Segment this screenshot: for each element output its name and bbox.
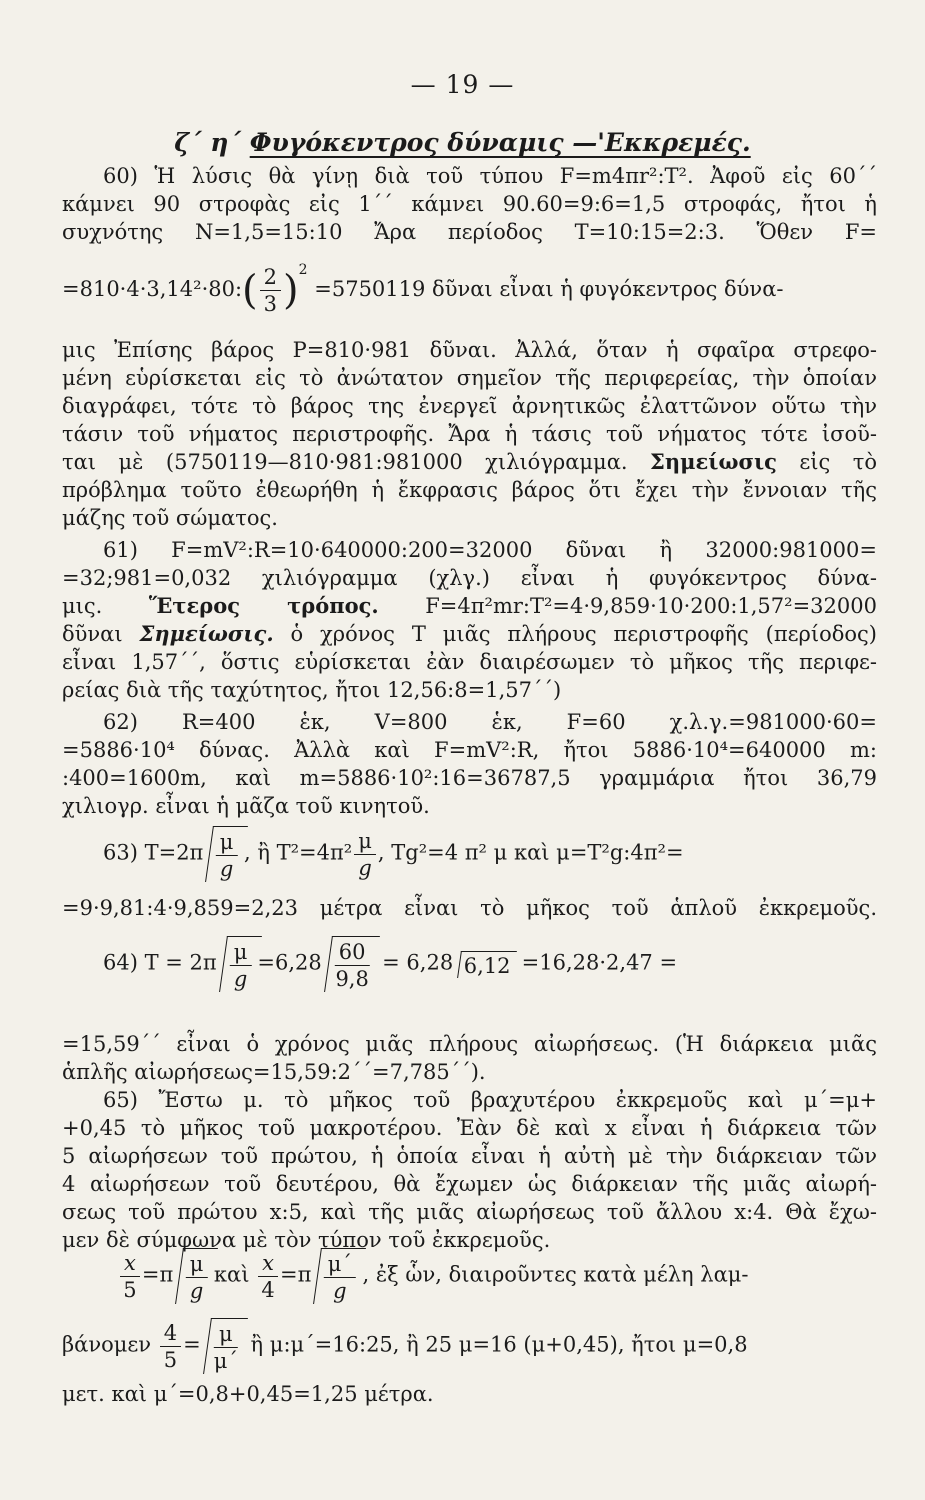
formula-text: 64) T = 2π (103, 950, 217, 975)
formula-line (62, 1318, 877, 1374)
radical (457, 951, 517, 978)
text-line: ἁπλῆς αἰωρήσεως=15,59:2΄΄=7,785΄΄). (62, 1060, 486, 1084)
text-line: 60) Ἡ λύσις θὰ γίνῃ διὰ τοῦ τύπου F=m4πr²:T². Ἀφοῦ εἰς 60΄΄ (103, 164, 877, 188)
formula-text: καὶ (213, 1262, 250, 1287)
denominator: g (233, 967, 248, 991)
page-number: — 19 — (410, 70, 515, 99)
section-title (0, 128, 925, 157)
formula-text: βάνομεν (62, 1332, 152, 1357)
numerator: μ (213, 1321, 237, 1348)
text-span: μις. (62, 594, 103, 618)
numerator: 4 (160, 1320, 181, 1347)
formula-line (103, 826, 877, 882)
text-line: εἶναι 1,57΄΄, ὅστις εὑρίσκεται ἐὰν διαιρέσωμεν τὸ μῆκος τῆς περιφε- (62, 650, 877, 674)
radical (324, 936, 380, 992)
denominator: 3 (263, 292, 278, 316)
text-line: =32;981=0,032 χιλιόγραμμα (χλγ.) εἶναι ἡ φυγόκεντρος δύνα- (62, 566, 877, 590)
text-span: ται μὲ (5750119—810·981:981000 χιλιόγραμμα. (62, 450, 628, 474)
radical (175, 1248, 218, 1304)
section-prefix: ζ΄ η΄ (174, 128, 241, 157)
text-line: ρείας διὰ τῆς ταχύτητος, ἤτοι 12,56:8=1,57΄΄) (62, 678, 562, 702)
text-line: 61) F=mV²:R=10·640000:200=32000 δῦναι ἢ 32000:981000= (103, 538, 877, 562)
fraction (216, 829, 238, 882)
text-line: :400=1600m, καὶ m=5886·10²:16=36787,5 γραμμάρια ἤτοι 36,79 (62, 766, 877, 790)
section-heading: Φυγόκεντρος δύναμις —'Εκκρεμές. (249, 128, 751, 157)
formula-text: , ἢ T²=4π² (244, 840, 353, 865)
note-heading: Σημείωσις. (139, 621, 274, 646)
fraction (186, 1251, 208, 1304)
denominator: 4 (261, 1277, 275, 1302)
formula-text: , Tg²=4 π² μ καὶ μ=T²g:4π²= (377, 840, 684, 865)
numerator: μ΄ (324, 1251, 356, 1278)
denominator: g (190, 1279, 204, 1303)
numerator: x (120, 1250, 140, 1277)
text-line: 4 αἰωρήσεων τοῦ δευτέρου, θὰ ἔχωμεν ὡς διάρκειαν τῆς μιᾶς αἰωρή- (62, 1172, 877, 1196)
formula-text: ἢ μ:μ΄=16:25, ἢ 25 μ=16 (μ+0,45), ἤτοι μ=0,8 (250, 1332, 748, 1357)
numerator: μ (354, 828, 376, 855)
numerator: μ (186, 1251, 208, 1278)
fraction (354, 828, 376, 881)
fraction (335, 939, 370, 992)
formula-text: =5750119 δῦναι εἶναι ἡ φυγόκεντρος δύνα- (314, 277, 784, 301)
text-span: ὁ χρόνος T μιᾶς πλήρους περιστροφῆς (περίοδος) (290, 622, 877, 646)
text-line (62, 448, 877, 476)
formula-text: =π (141, 1262, 174, 1287)
numerator: x (258, 1250, 278, 1277)
fraction (260, 264, 281, 317)
text-line: =5886·10⁴ δύνας. Ἀλλὰ καὶ F=mV²:R, ἤτοι 5886·10⁴=640000 m: (62, 738, 877, 762)
formula-text: 63) T=2π (103, 840, 204, 865)
denominator: μ΄ (213, 1349, 238, 1373)
text-line: χιλιογρ. εἶναι ἡ μᾶζα τοῦ κινητοῦ. (62, 794, 430, 818)
denominator: 9,8 (335, 967, 369, 991)
text-line: μετ. καὶ μ΄=0,8+0,45=1,25 μέτρα. (62, 1382, 434, 1406)
text-line: μις Ἐπίσης βάρος P=810·981 δῦναι. Ἀλλά, ὅταν ἡ σφαῖρα στρεφο- (62, 338, 877, 362)
formula-text: = 6,28 (382, 950, 454, 975)
numerator: μ (230, 939, 252, 966)
text-line: =15,59΄΄ εἶναι ὁ χρόνος μιᾶς πλήρους αἰωρήσεως. (Ἡ διάρκεια μιᾶς (62, 1032, 877, 1056)
fraction (120, 1250, 140, 1303)
note-heading: Σημείωσις (650, 449, 777, 474)
formula-text: =6,28 (257, 950, 322, 975)
text-line: μεν δὲ σύμφωνα μὲ τὸν τύπον τοῦ ἐκκρεμοῦς. (62, 1228, 551, 1252)
formula-line (118, 1248, 877, 1304)
denominator: g (220, 857, 234, 881)
formula-text: =810·4·3,14²·80: (62, 277, 243, 301)
formula-text: = (183, 1332, 201, 1357)
text-line: κάμνει 90 στροφὰς εἰς 1΄΄ κάμνει 90.60=9:6=1,5 στροφάς, ἤτοι ἡ (62, 192, 877, 216)
formula-text: , ἐξ ὧν, διαιροῦντες κατὰ μέλη λαμ- (362, 1262, 749, 1287)
text-line: 5 αἰωρήσεων τοῦ πρώτου, ἡ ὁποία εἶναι ἡ αὐτὴ μὲ τὴν διάρκειαν τῶν (62, 1144, 877, 1168)
fraction (258, 1250, 278, 1303)
text-span: F=4π²mr:T²=4·9,859·10·200:1,57²=32000 (425, 594, 877, 618)
formula-line: =810·4·3,14²·80:( $\frac{2}{3}$ )$^2$ =5750119 δῦναι εἶναι ἡ φυγόκεντρος δύνα- (62, 262, 784, 316)
formula-text: =π (279, 1262, 312, 1287)
radical (205, 826, 248, 882)
formula-text: =16,28·2,47 = (521, 950, 678, 975)
text-line: +0,45 τὸ μῆκος τοῦ μακροτέρου. Ἐὰν δὲ καὶ x εἶναι ἡ διάρκεια τῶν (62, 1116, 877, 1140)
text-line: συχνότης N=1,5=15:10 Ἄρα περίοδος T=10:15=2:3. Ὅθεν F= (62, 220, 877, 244)
radical (219, 936, 262, 992)
exponent: 2 (298, 262, 308, 278)
denominator: g (358, 855, 372, 880)
fraction (324, 1251, 356, 1304)
fraction (213, 1321, 237, 1374)
numerator: 60 (335, 939, 370, 966)
fraction (160, 1320, 181, 1373)
text-line: μένη εὑρίσκεται εἰς τὸ ἀνώτατον σημεῖον τῆς περιφερείας, τὴν ὁποίαν (62, 366, 877, 390)
formula-line (103, 936, 877, 992)
radical (203, 1318, 248, 1374)
text-line: πρόβλημα τοῦτο ἐθεωρήθη ἡ ἔκφρασις βάρος ὅτι ἔχει τὴν ἔννοιαν τῆς (62, 478, 877, 502)
numerator: 2 (260, 264, 281, 291)
text-span: δῦναι (62, 622, 123, 646)
radicand: 6,12 (463, 953, 511, 978)
text-line: =9·9,81:4·9,859=2,23 μέτρα εἶναι τὸ μῆκος τοῦ ἁπλοῦ ἐκκρεμοῦς. (62, 896, 877, 920)
denominator: 5 (163, 1347, 178, 1372)
method-heading: Ἕτερος τρόπος. (148, 593, 379, 618)
radical (313, 1248, 366, 1304)
text-line (62, 620, 877, 648)
denominator: g (333, 1279, 347, 1303)
text-line: 65) Ἔστω μ. τὸ μῆκος τοῦ βραχυτέρου ἐκκρεμοῦς καὶ μ΄=μ+ (103, 1088, 877, 1112)
text-line: σεως τοῦ πρώτου x:5, καὶ τῆς μιᾶς αἰωρήσεως τοῦ ἄλλου x:4. Θὰ ἔχω- (62, 1200, 877, 1224)
text-line: μάζης τοῦ σώματος. (62, 506, 278, 530)
numerator: μ (216, 829, 238, 856)
text-span: εἰς τὸ (799, 450, 877, 474)
fraction (230, 939, 252, 992)
denominator: 5 (123, 1277, 137, 1302)
text-line: τάσιν τοῦ νήματος περιστροφῆς. Ἄρα ἡ τάσις τοῦ νήματος τότε ἰσοῦ- (62, 422, 877, 446)
text-line: 62) R=400 ἑκ, V=800 ἑκ, F=60 χ.λ.γ.=981000·60= (103, 710, 877, 734)
text-line: διαγράφει, τότε τὸ βάρος της ἐνεργεῖ ἀρνητικῶς ἐλαττῶνον οὕτω τὴν (62, 394, 877, 418)
text-line (62, 592, 877, 620)
